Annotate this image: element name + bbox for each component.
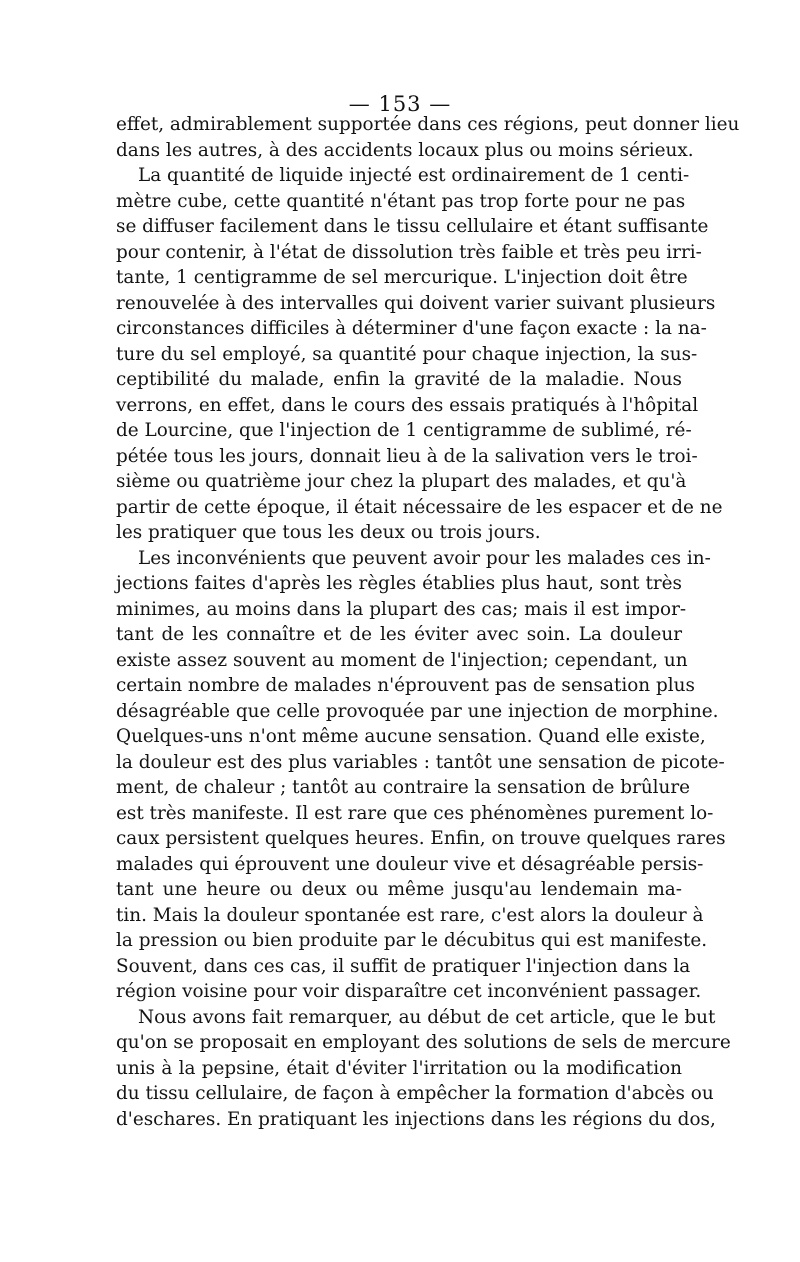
text-line: d'eschares. En pratiquant les injections dans les régions du dos, [116, 1108, 716, 1130]
text-line: caux persistent quelques heures. Enfin, on trouve quelques rares [116, 828, 726, 849]
text-line: pour contenir, à l'état de dissolution très faible et très peu irri- [116, 241, 702, 263]
text-line: tant une heure ou deux ou même jusqu'au lendemain ma- [116, 879, 682, 900]
paragraph [116, 546, 726, 1005]
text-line: certain nombre de malades n'éprouvent pas de sensation plus [116, 675, 695, 696]
text-line: pétée tous les jours, donnait lieu à de la salivation vers le troi- [116, 445, 698, 467]
paragraph [116, 112, 740, 163]
text-line: sième ou quatrième jour chez la plupart des malades, et qu'à [116, 471, 687, 492]
text-line: La quantité de liquide injecté est ordinairement de 1 centi- [138, 165, 690, 186]
text-line: mètre cube, cette quantité n'étant pas trop forte pour ne pas [116, 190, 686, 212]
text-line: tante, 1 centigramme de sel mercurique. L'injection doit être [116, 267, 688, 288]
text-line: région voisine pour voir disparaître cet inconvénient passager. [116, 981, 702, 1002]
text-line: renouvelée à des intervalles qui doivent varier suivant plusieurs [116, 292, 716, 314]
text-line: tin. Mais la douleur spontanée est rare, c'est alors la douleur à [116, 904, 704, 926]
text-line: partir de cette époque, il était nécessaire de les espacer et de ne [116, 496, 723, 518]
text-line: effet, admirablement supportée dans ces régions, peut donner lieu [116, 114, 740, 135]
page-number: — 153 — [348, 92, 452, 116]
paragraph [116, 163, 723, 546]
text-line: Quelques-uns n'ont même aucune sensation. Quand elle existe, [116, 726, 706, 747]
body-text [116, 112, 740, 1132]
text-line: malades qui éprouvent une douleur vive et désagréable persis- [116, 853, 704, 875]
text-line: jections faites d'après les règles établies plus haut, sont très [116, 573, 682, 594]
text-line: circonstances difficiles à déterminer d'une façon exacte : la na- [116, 318, 707, 339]
text-line: qu'on se proposait en employant des solutions de sels de mercure [116, 1032, 731, 1053]
text-line: dans les autres, à des accidents locaux plus ou moins sérieux. [116, 139, 694, 161]
text-line: ment, de chaleur ; tantôt au contraire la sensation de brûlure [116, 777, 691, 798]
text-line: tant de les connaître et de les éviter avec soin. La douleur [116, 624, 682, 645]
text-line: Les inconvénients que peuvent avoir pour les malades ces in- [138, 547, 711, 569]
text-line: unis à la pepsine, était d'éviter l'irritation ou la modification [116, 1057, 682, 1079]
text-line: du tissu cellulaire, de façon à empêcher la formation d'abcès ou [116, 1083, 714, 1104]
text-line: Souvent, dans ces cas, il suffit de pratiquer l'injection dans la [116, 955, 691, 977]
text-line: la pression ou bien produite par le décubitus qui est manifeste. [116, 930, 708, 951]
text-line: se diffuser facilement dans le tissu cellulaire et étant suffisante [116, 216, 709, 237]
text-line: est très manifeste. Il est rare que ces phénomènes purement lo- [116, 802, 714, 824]
text-line: ceptibilité du malade, enfin la gravité de la maladie. Nous [116, 369, 682, 390]
text-line: la douleur est des plus variables : tantôt une sensation de picote- [116, 751, 725, 773]
text-line: Nous avons fait remarquer, au début de cet article, que le but [138, 1006, 716, 1028]
text-line: désagréable que celle provoquée par une injection de morphine. [116, 700, 719, 722]
text-line: minimes, au moins dans la plupart des cas; mais il est impor- [116, 598, 687, 620]
text-line: verrons, en effet, dans le cours des essais pratiqués à l'hôpital [116, 394, 699, 416]
text-line: les pratiquer que tous les deux ou trois jours. [116, 522, 541, 543]
text-line: de Lourcine, que l'injection de 1 centigramme de sublimé, ré- [116, 420, 692, 441]
text-line: ture du sel employé, sa quantité pour chaque injection, la sus- [116, 343, 698, 365]
paragraph [116, 1005, 731, 1133]
text-line: existe assez souvent au moment de l'injection; cependant, un [116, 649, 688, 671]
